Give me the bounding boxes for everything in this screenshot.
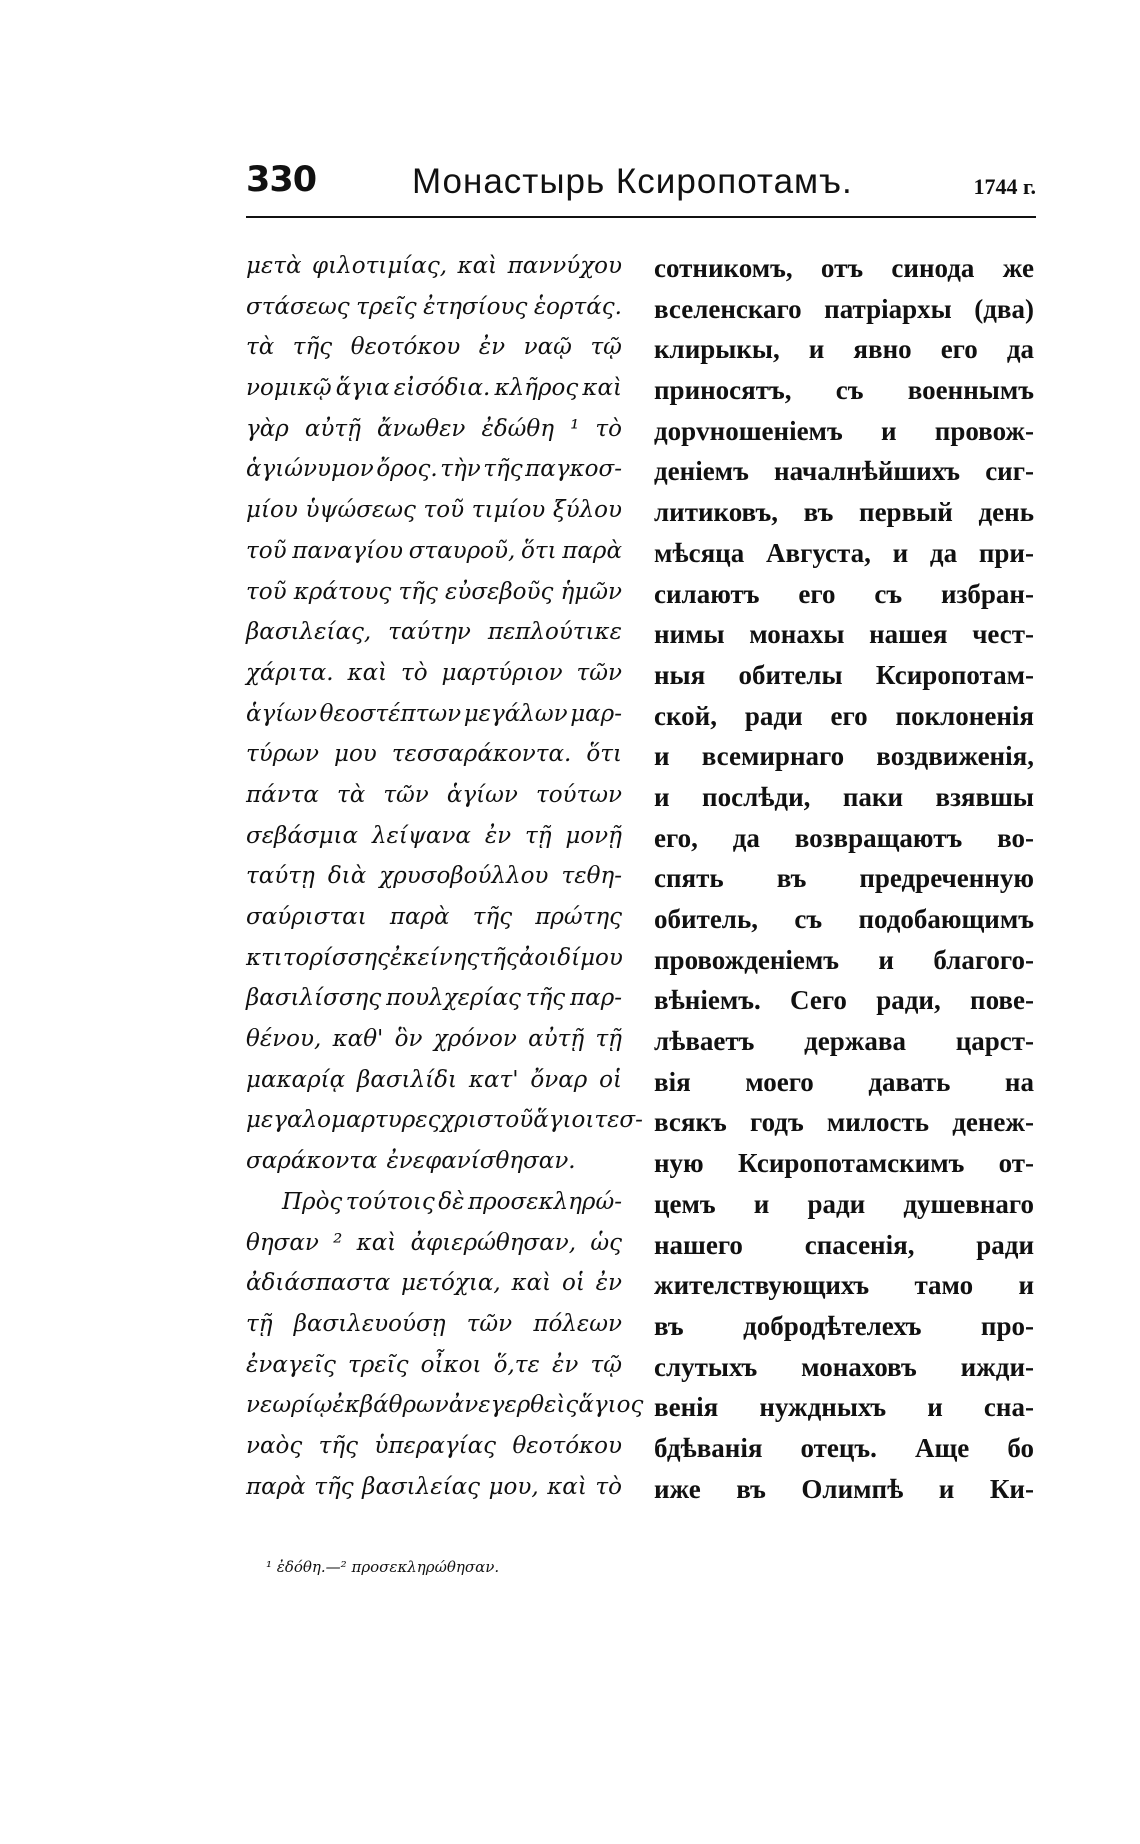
text-line: въ добродѣтелехъ про- (654, 1310, 1034, 1341)
text-line: μετὰ φιλοτιμίας, καὶ παννύχου (246, 253, 622, 279)
text-line: вѣніемъ. Сего ради, пове- (654, 985, 1034, 1016)
text-line: γὰρ αὐτῇ ἄνωθεν ἐδώθη ¹ τὸ (246, 415, 622, 442)
text-line: τύρων μου τεσσαράκοντα. ὅτι (246, 741, 622, 768)
text-line: литиковъ, въ первый день (654, 497, 1034, 528)
text-line: σαράκοντα ἐνεφανίσθησαν. (246, 1148, 576, 1175)
text-line: нимы монахы нашея чест- (654, 619, 1034, 650)
page-number: 330 (246, 160, 317, 200)
slavonic-text-column (654, 248, 1034, 1509)
text-line: βασιλίσσης πουλχερίας τῆς παρ- (246, 985, 622, 1012)
text-line: ταύτῃ διὰ χρυσοβούλλου τεθη- (246, 863, 622, 890)
text-line: нашего спасенія, ради (654, 1229, 1034, 1260)
text-line: ную Ксиропотамскимъ от- (654, 1148, 1034, 1179)
text-line: дорvношеніемъ и провож- (654, 415, 1034, 446)
text-line: στάσεως τρεῖς ἐτησίους ἑορτάς. (246, 293, 622, 320)
text-line: слутыхъ монаховъ ижди- (654, 1351, 1034, 1382)
page-header (246, 160, 1036, 210)
text-line: νομικῷ ἅγια εἰσόδια. κλῆρος καὶ (246, 375, 622, 402)
text-line: νεωρίῳ ἐκ βάθρων ἀνεγερθεὶς ἅγιος (246, 1392, 644, 1419)
text-line: θησαν ² καὶ ἀφιερώθησαν, ὡς (246, 1229, 622, 1256)
text-line: τῇ βασιλευούσῃ τῶν πόλεων (246, 1310, 622, 1337)
year-label: 1744 г. (973, 174, 1036, 199)
text-line: клирыкы, и явно его да (654, 334, 1034, 365)
text-line: провожденіемъ и благого- (654, 944, 1034, 975)
text-line: μακαρίᾳ βασιλίδι κατ' ὄναρ οἱ (246, 1066, 622, 1093)
text-line: лѣваетъ держава царст- (654, 1026, 1034, 1057)
text-line: бдѣванія отецъ. Аще бо (654, 1432, 1034, 1463)
text-line: θένου, καθ' ὃν χρόνον αὐτῇ τῇ (246, 1026, 622, 1053)
text-line: обитель, съ подобающимъ (654, 904, 1034, 934)
text-line: деніемъ началнѣйшихъ сиг- (654, 456, 1034, 487)
text-line: ἁγιώνυμον ὄρος. τὴν τῆς παγκοσ- (246, 456, 622, 483)
text-line: иже въ Олимпѣ и Ки- (654, 1473, 1034, 1504)
text-line: μίου ὑψώσεως τοῦ τιμίου ξύλου (246, 497, 622, 524)
text-line: ἀδιάσπαστα μετόχια, καὶ οἱ ἐν (246, 1270, 622, 1297)
text-line: Πρὸς τούτοις δὲ προσεκληρώ- (282, 1188, 622, 1215)
footnote: ¹ ἐδόθη.—² προσεκληρώθησαν. (266, 1558, 500, 1576)
text-line: спять въ предреченную (654, 863, 1034, 894)
text-line: сотникомъ, отъ синода же (654, 253, 1034, 283)
text-line: χάριτα. καὶ τὸ μαρτύριον τῶν (246, 659, 622, 686)
text-line: цемъ и ради душевнаго (654, 1188, 1034, 1219)
text-line: παρὰ τῆς βασιλείας μου, καὶ τὸ (246, 1473, 622, 1500)
text-line: жителствующихъ тамо и (654, 1270, 1034, 1301)
text-line: силаютъ его съ избран- (654, 578, 1034, 609)
header-rule (246, 216, 1036, 218)
text-line: ἐναγεῖς τρεῖς οἶκοι ὅ,τε ἐν τῷ (246, 1351, 622, 1378)
greek-text-column (246, 246, 644, 1507)
text-line: и послѣди, паки взявшы (654, 781, 1034, 812)
text-line: βασιλείας, ταύτην πεπλούτικε (246, 619, 622, 646)
text-line: вія моего давать на (654, 1066, 1034, 1097)
text-line: ныя обителы Ксиропотам- (654, 659, 1034, 690)
text-line: τοῦ κράτους τῆς εὐσεβοῦς ἡμῶν (246, 578, 622, 605)
text-line: τοῦ παναγίου σταυροῦ, ὅτι παρὰ (246, 537, 622, 564)
text-line: ἁγίων θεοστέπτων μεγάλων μαρ- (246, 700, 622, 727)
text-line: μεγαλομαρτυρες χριστοῦ ἅγιοι τεσ- (246, 1107, 643, 1134)
text-line: ской, ради его поклоненія (654, 700, 1034, 731)
text-line: приносятъ, съ военнымъ (654, 375, 1034, 406)
text-line: τὰ τῆς θεοτόκου ἐν ναῷ τῷ (246, 334, 622, 361)
text-line: ναὸς τῆς ὑπεραγίας θεοτόκου (246, 1432, 622, 1459)
text-line: σαύρισται παρὰ τῆς πρώτης (246, 904, 622, 930)
text-line: венія нуждныхъ и сна- (654, 1392, 1034, 1423)
text-line: вселенскаго патріархы (два) (654, 293, 1034, 324)
text-line: его, да возвращаютъ во- (654, 822, 1034, 853)
text-line: и всемирнаго воздвиженія, (654, 741, 1034, 772)
text-line: всякъ годъ милость денеж- (654, 1107, 1034, 1138)
running-title: Монастырь Ксиропотамъ. (412, 162, 853, 201)
text-line: πάντα τὰ τῶν ἁγίων τούτων (246, 781, 622, 808)
text-line: σεβάσμια λείψανα ἐν τῇ μονῇ (246, 822, 622, 849)
text-line: мѣсяца Августа, и да при- (654, 537, 1034, 568)
text-line: κτιτορίσσης ἐκείνης τῆς ἀοιδίμου (246, 944, 623, 971)
